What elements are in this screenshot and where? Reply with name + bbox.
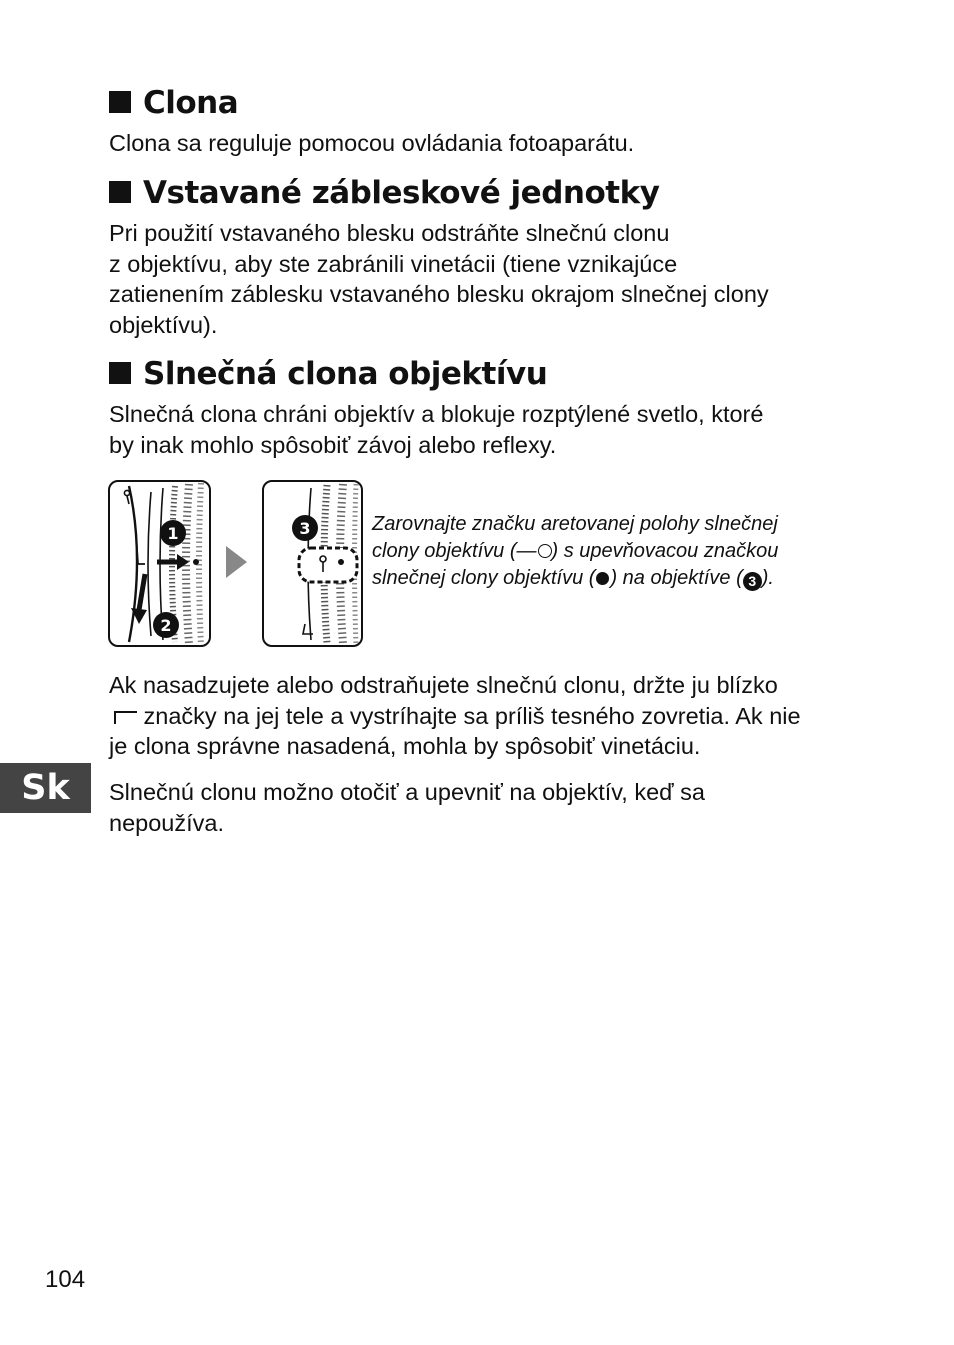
lens-hood-illustration <box>105 478 367 652</box>
section-heading-clona: Clona <box>109 85 238 121</box>
section-paragraph-clona: Clona sa reguluje pomocou ovládania fotoaparátu. <box>109 130 635 156</box>
hood-panel-step-1-2 <box>109 481 210 646</box>
svg-text:2: 2 <box>160 616 172 635</box>
square-bullet-icon <box>109 181 131 203</box>
figure-caption: Zarovnajte značku aretovanej polohy slnečnej clony objektívu (— ) s upevňovacou značkou slnečnej clony objektívu ( ) na objektíve ( 3 ). <box>372 513 779 589</box>
square-bullet-icon <box>109 362 131 384</box>
lock-position-mark-icon <box>538 544 552 558</box>
language-tab: Sk <box>0 763 91 813</box>
handling-paragraph: Ak nasadzujete alebo odstraňujete slnečnú clonu, držte ju blízko značky na jej tele a vystríhajte sa príliš tesného zovretia. Ak nie je clona správne nasadená, mohla by spôsobiť vinetáciu. <box>109 672 801 759</box>
section-paragraph-flash: Pri použití vstavaného blesku odstráňte slnečnú clonu z objektívu, aby ste zabránili vinetácii (tiene vznikajúce zatienením záblesku vstavaného blesku okrajom slnečnej clony objektívu). <box>109 220 769 338</box>
svg-text:3: 3 <box>299 519 311 538</box>
svg-text:1: 1 <box>167 524 179 543</box>
next-step-arrow-icon <box>226 546 247 578</box>
section-heading-lens-hood: Slnečná clona objektívu <box>109 356 547 392</box>
section-heading-flash: Vstavané zábleskové jednotky <box>109 175 659 211</box>
section-paragraph-lens-hood: Slnečná clona chráni objektív a blokuje rozptýlené svetlo, ktoré by inak mohlo spôsobiť závoj alebo reflexy. <box>109 401 764 458</box>
storage-paragraph: Slnečnú clonu možno otočiť a upevniť na objektív, keď sa nepoužíva. <box>109 779 705 836</box>
step-number-3-icon: 3 <box>743 572 762 591</box>
mounting-dot-icon <box>596 572 609 585</box>
hood-panel-step-3 <box>263 481 362 646</box>
hood-grip-mark-icon <box>109 708 137 726</box>
square-bullet-icon <box>109 91 131 113</box>
page-number: 104 <box>45 1266 86 1293</box>
